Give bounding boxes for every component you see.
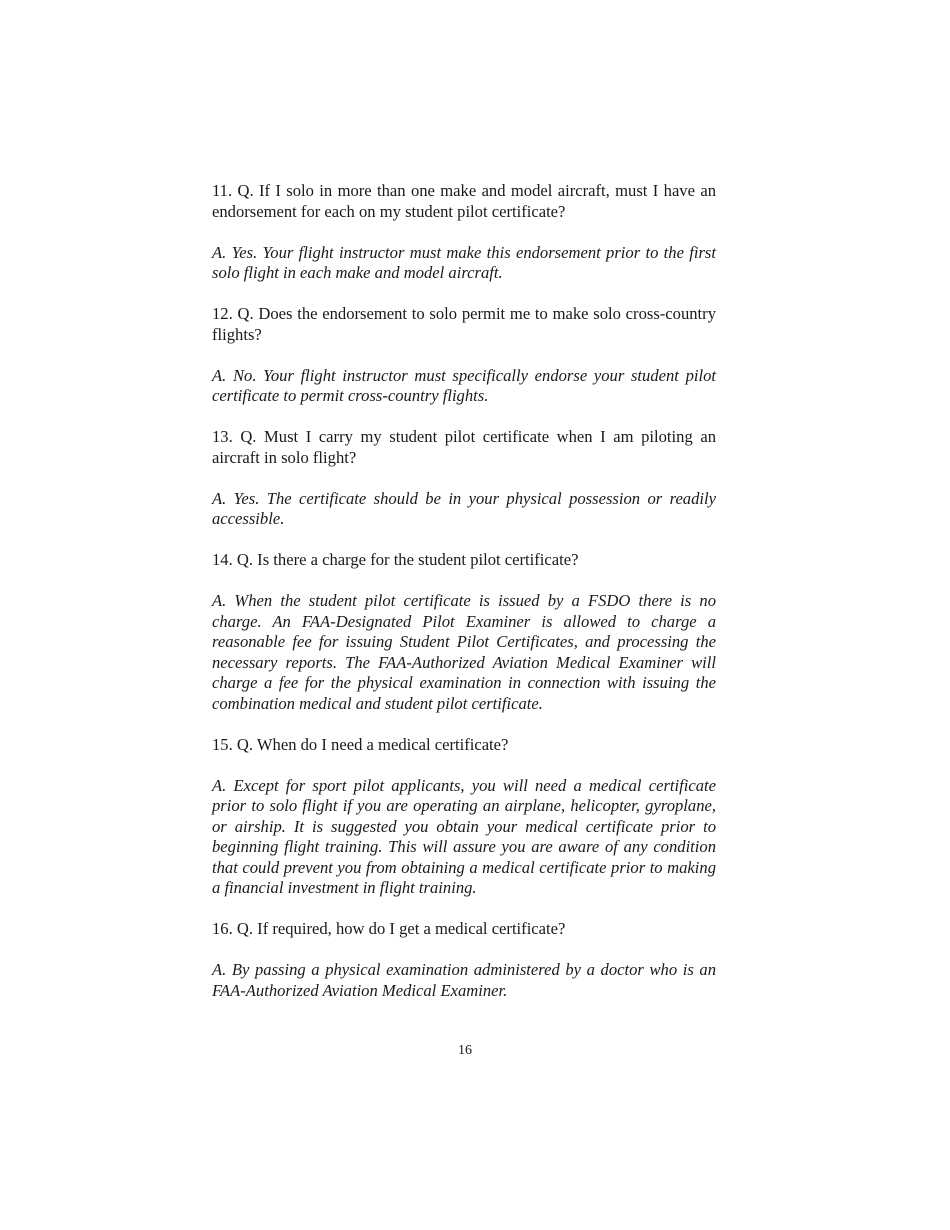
question-13: 13. Q. Must I carry my student pilot certificate when I am piloting an aircraft in solo flight? (212, 427, 716, 467)
qa-item-14 (212, 550, 716, 714)
answer-15: A. Except for sport pilot applicants, you will need a medical certificate prior to solo flight if you are operating an airplane, helicopter, gyroplane, or airship. It is suggested you obtain your medical certificate prior to beginning flight training. This will assure you are aware of any condition that could prevent you from obtaining a medical certificate prior to making a financial investment in flight training. (212, 775, 716, 897)
question-15: 15. Q. When do I need a medical certificate? (212, 734, 509, 754)
answer-12: A. No. Your flight instructor must specifically endorse your student pilot certificate to permit cross-country flights. (212, 365, 716, 405)
page-number: 16 (458, 1043, 472, 1058)
answer-11: A. Yes. Your flight instructor must make this endorsement prior to the first solo flight in each make and model aircraft. (212, 242, 716, 282)
question-11: 11. Q. If I solo in more than one make and model aircraft, must I have an endorsement for each on my student pilot certificate? (212, 181, 716, 221)
qa-item-13 (212, 427, 716, 530)
qa-item-11 (212, 181, 716, 284)
qa-item-16 (212, 919, 716, 1001)
qa-item-15 (212, 735, 716, 899)
answer-14: A. When the student pilot certificate is issued by a FSDO there is no charge. An FAA-Designated Pilot Examiner is allowed to charge a reasonable fee for issuing Student Pilot Certificates, and processing the necessary reports. The FAA-Authorized Aviation Medical Examiner will charge a fee for the physical examination in connection with issuing the combination medical and student pilot certificate. (212, 591, 716, 713)
qa-item-12 (212, 304, 716, 407)
answer-16: A. By passing a physical examination administered by a doctor who is an FAA-Authorized Aviation Medical Examiner. (212, 960, 716, 1000)
document-body (212, 181, 716, 1001)
question-12: 12. Q. Does the endorsement to solo permit me to make solo cross-country flights? (212, 304, 716, 344)
question-14: 14. Q. Is there a charge for the student pilot certificate? (212, 550, 579, 569)
answer-13: A. Yes. The certificate should be in your physical possession or readily accessible. (212, 488, 716, 528)
question-16: 16. Q. If required, how do I get a medical certificate? (212, 919, 566, 938)
